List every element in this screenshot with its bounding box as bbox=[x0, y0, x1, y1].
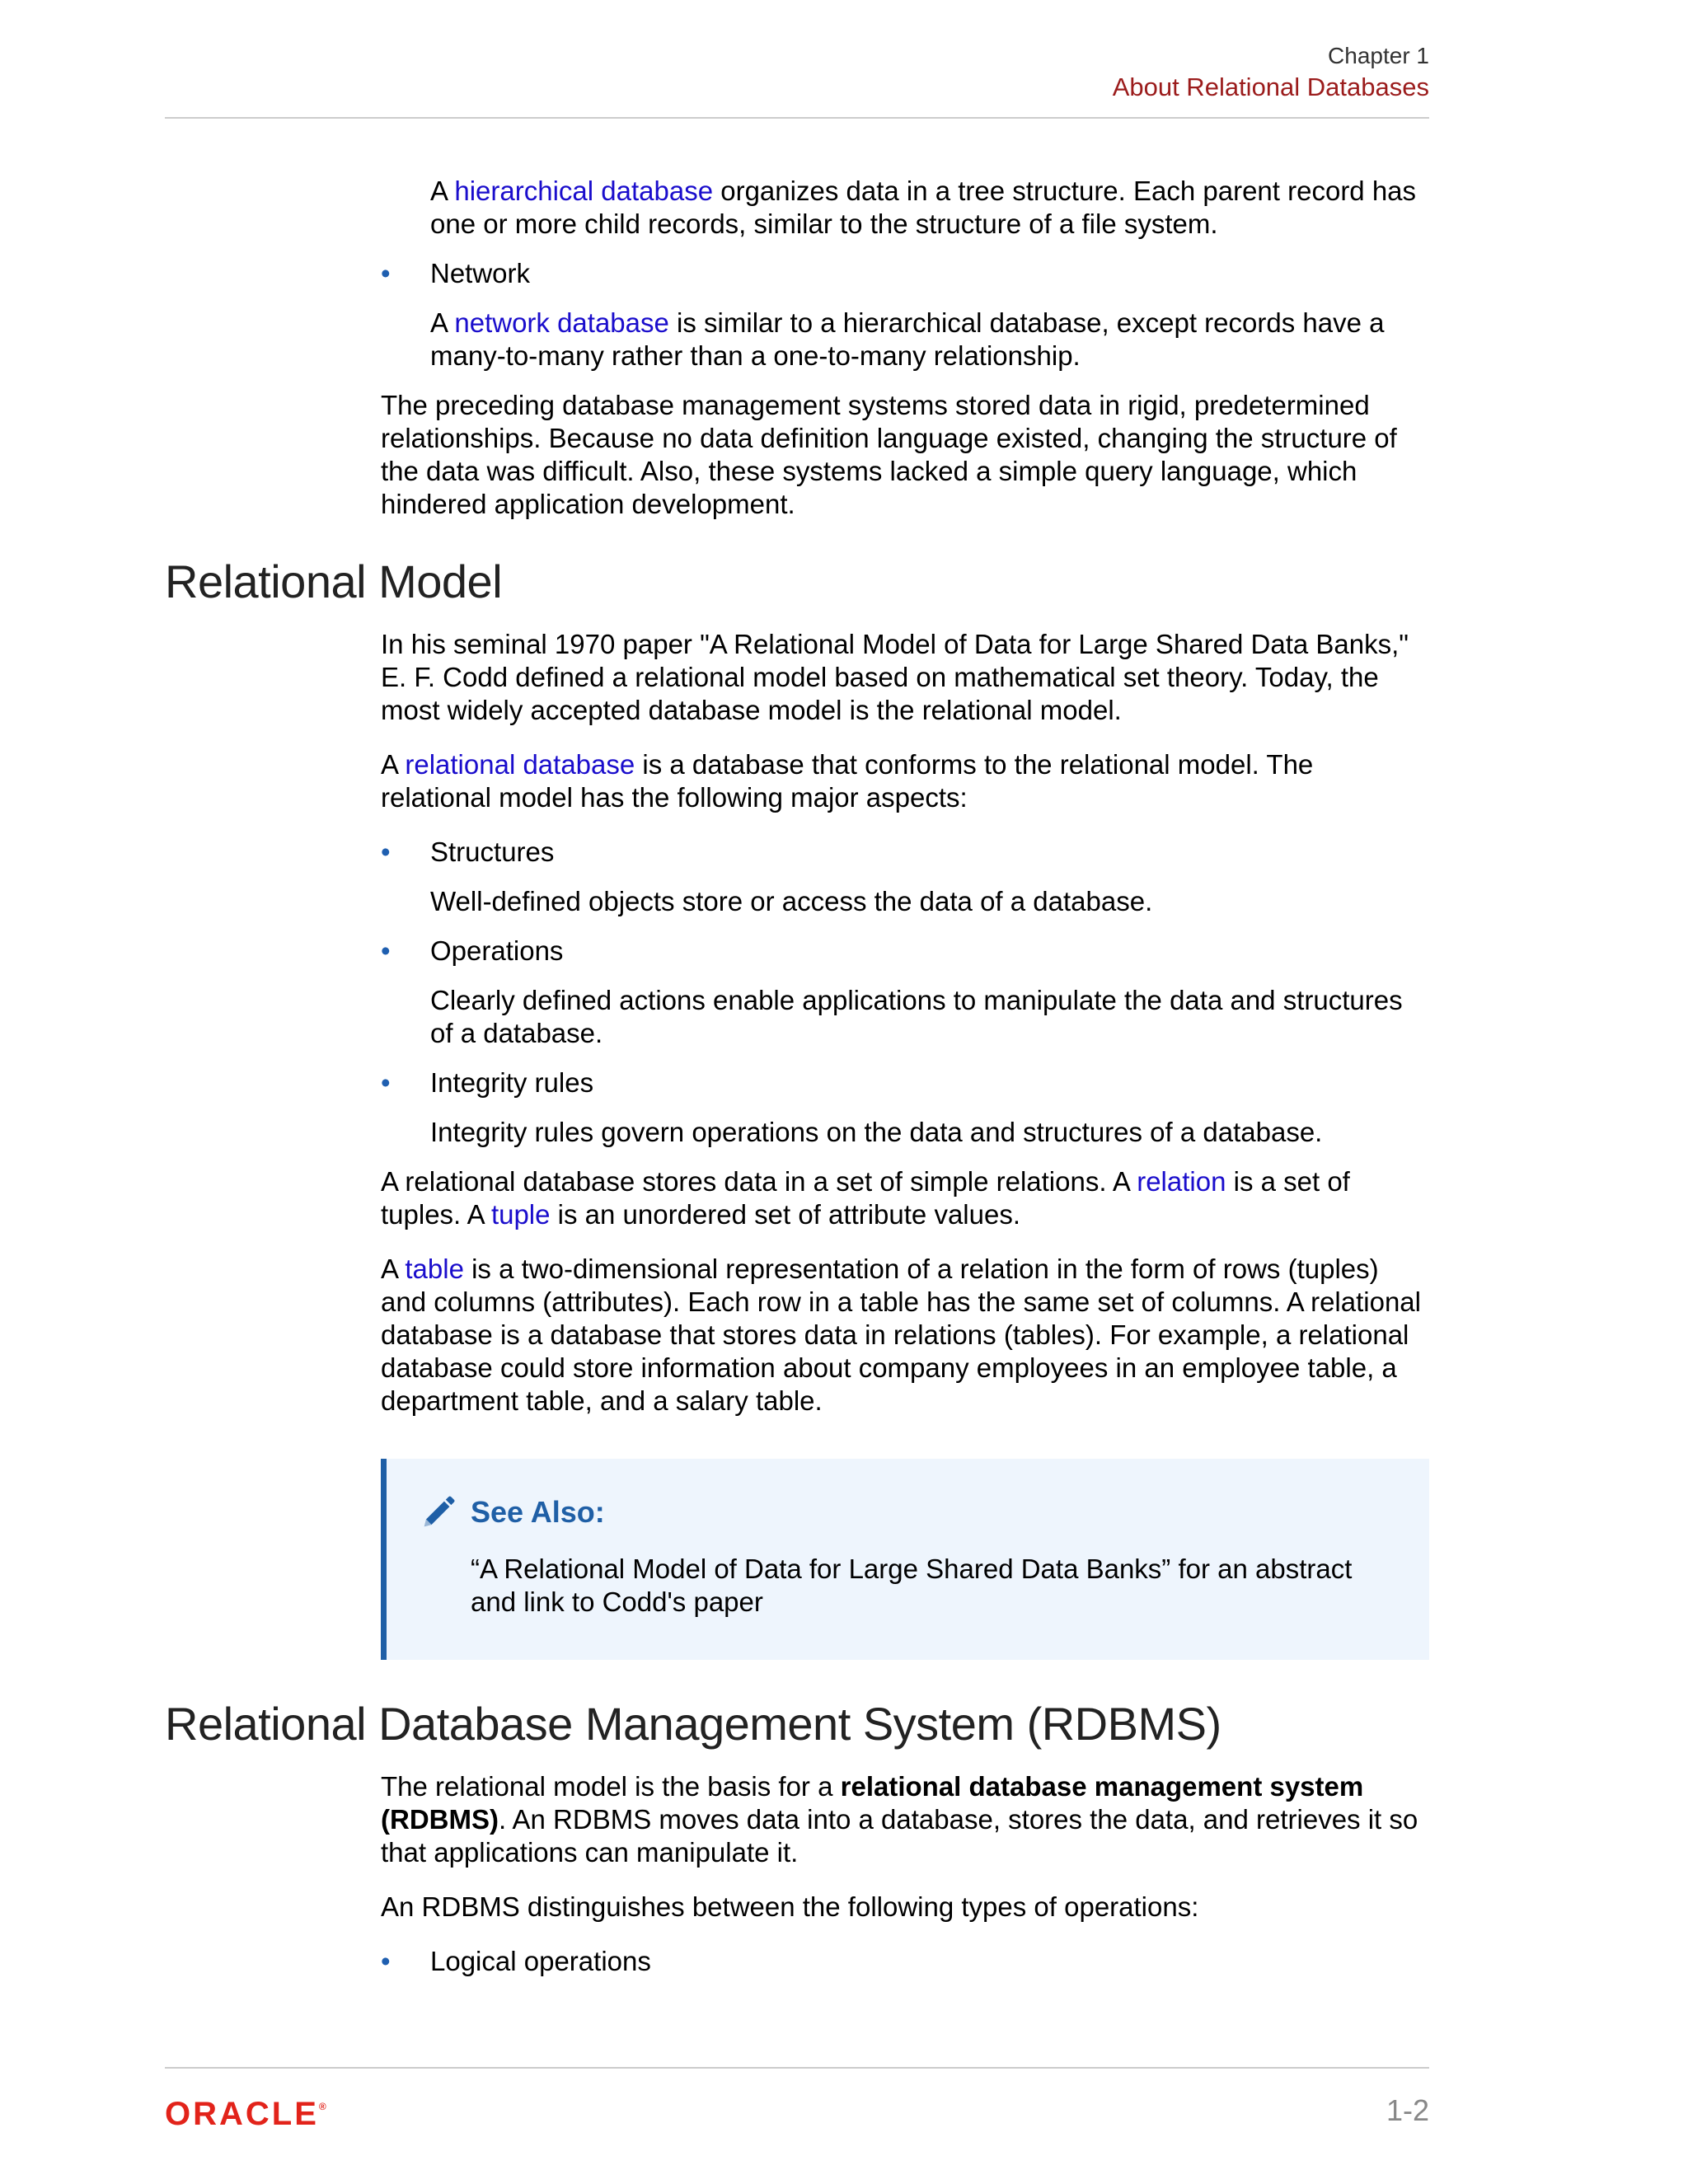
note-text: “A Relational Model of Data for Large Shared Data Banks” for an abstract and link to Codd's paper bbox=[471, 1554, 1353, 1617]
bullet-dot: • bbox=[381, 837, 391, 867]
bullet-dot: • bbox=[381, 1067, 391, 1098]
preceding-paragraph: The preceding database management systems stored data in rigid, predetermined relationships. Because no data definition language existed, changing the structure of the data was difficult. Also, these systems lacked a simple query language, which hindered application development. bbox=[381, 390, 1397, 519]
note-title: See Also: bbox=[471, 1495, 605, 1529]
relation-tuple-paragraph: A relational database stores data in a set of simple relations. A relation is a set of tuples. A tuple is an unordered set of attribute values. bbox=[381, 1166, 1350, 1230]
bullet-structures: • Structures bbox=[381, 837, 555, 867]
structures-description: Well-defined objects store or access the data of a database. bbox=[430, 886, 1153, 916]
integrity-rules-description: Integrity rules govern operations on the data and structures of a database. bbox=[430, 1117, 1323, 1147]
chapter-title: About Relational Databases bbox=[1112, 73, 1429, 101]
page-content bbox=[165, 175, 1429, 1978]
page-number: 1-2 bbox=[1386, 2093, 1429, 2127]
bullet-dot: • bbox=[381, 258, 391, 288]
oracle-logo: ORACLE® bbox=[165, 2096, 326, 2132]
intro-section bbox=[381, 175, 1429, 521]
chapter-label: Chapter 1 bbox=[1328, 43, 1429, 68]
heading-relational-model: Relational Model bbox=[165, 555, 503, 607]
operations-types-paragraph: An RDBMS distinguishes between the following types of operations: bbox=[381, 1891, 1199, 1922]
codd-paragraph: In his seminal 1970 paper "A Relational Model of Data for Large Shared Data Banks," E. F. Codd defined a relational model based on mathematical set theory. Today, the most widely accepted database model is the relational model. bbox=[381, 629, 1409, 725]
page-header bbox=[1113, 41, 1429, 104]
see-also-note bbox=[381, 1459, 1429, 1660]
hierarchical-database-link[interactable]: hierarchical database bbox=[454, 176, 714, 206]
rdbms-section bbox=[381, 1770, 1429, 1978]
operations-description: Clearly defined actions enable applications to manipulate the data and structures of a database. bbox=[430, 985, 1403, 1048]
bullet-operations: • Operations bbox=[381, 935, 564, 966]
bullet-dot: • bbox=[381, 935, 391, 966]
rdbms-term: relational database management system (RDBMS) bbox=[381, 1771, 1364, 1835]
bullet-integrity-rules: • Integrity rules bbox=[381, 1067, 594, 1098]
relational-database-link[interactable]: relational database bbox=[405, 749, 635, 780]
rdbms-paragraph: The relational model is the basis for a relational database management system (RDBMS). An RDBMS moves data into a database, stores the data, and retrieves it so that applications can manipulate it. bbox=[381, 1771, 1418, 1868]
footer-divider bbox=[165, 2067, 1429, 2069]
tuple-link[interactable]: tuple bbox=[490, 1199, 551, 1230]
bullet-dot: • bbox=[381, 1946, 391, 1976]
relational-database-paragraph: A relational database is a database that conforms to the relational model. The relational model has the following major aspects: bbox=[381, 749, 1314, 813]
network-database-link[interactable]: network database bbox=[454, 307, 669, 338]
hierarchical-paragraph: A hierarchical database organizes data in a tree structure. Each parent record has one or more child records, similar to the structure of a file system. bbox=[430, 176, 1417, 239]
heading-rdbms: Relational Database Management System (RDBMS) bbox=[165, 1698, 1221, 1750]
note-header bbox=[420, 1493, 1396, 1531]
relation-link[interactable]: relation bbox=[1137, 1166, 1226, 1197]
bullet-network: • Network bbox=[381, 258, 531, 288]
header-divider bbox=[165, 117, 1429, 119]
table-link[interactable]: table bbox=[405, 1254, 464, 1284]
relational-model-section bbox=[381, 628, 1429, 1418]
pencil-icon bbox=[420, 1493, 457, 1531]
network-paragraph: A network database is similar to a hierarchical database, except records have a many-to-many rather than a one-to-many relationship. bbox=[430, 307, 1385, 371]
bullet-logical-operations: • Logical operations bbox=[381, 1946, 651, 1976]
table-paragraph: A table is a two-dimensional representation of a relation in the form of rows (tuples) and columns (attributes). Each row in a table has the same set of columns. A relational database is a database that stores data in relations (tables). For example, a relational database could store information about company employees in an employee table, a department table, and a salary table. bbox=[381, 1254, 1421, 1416]
